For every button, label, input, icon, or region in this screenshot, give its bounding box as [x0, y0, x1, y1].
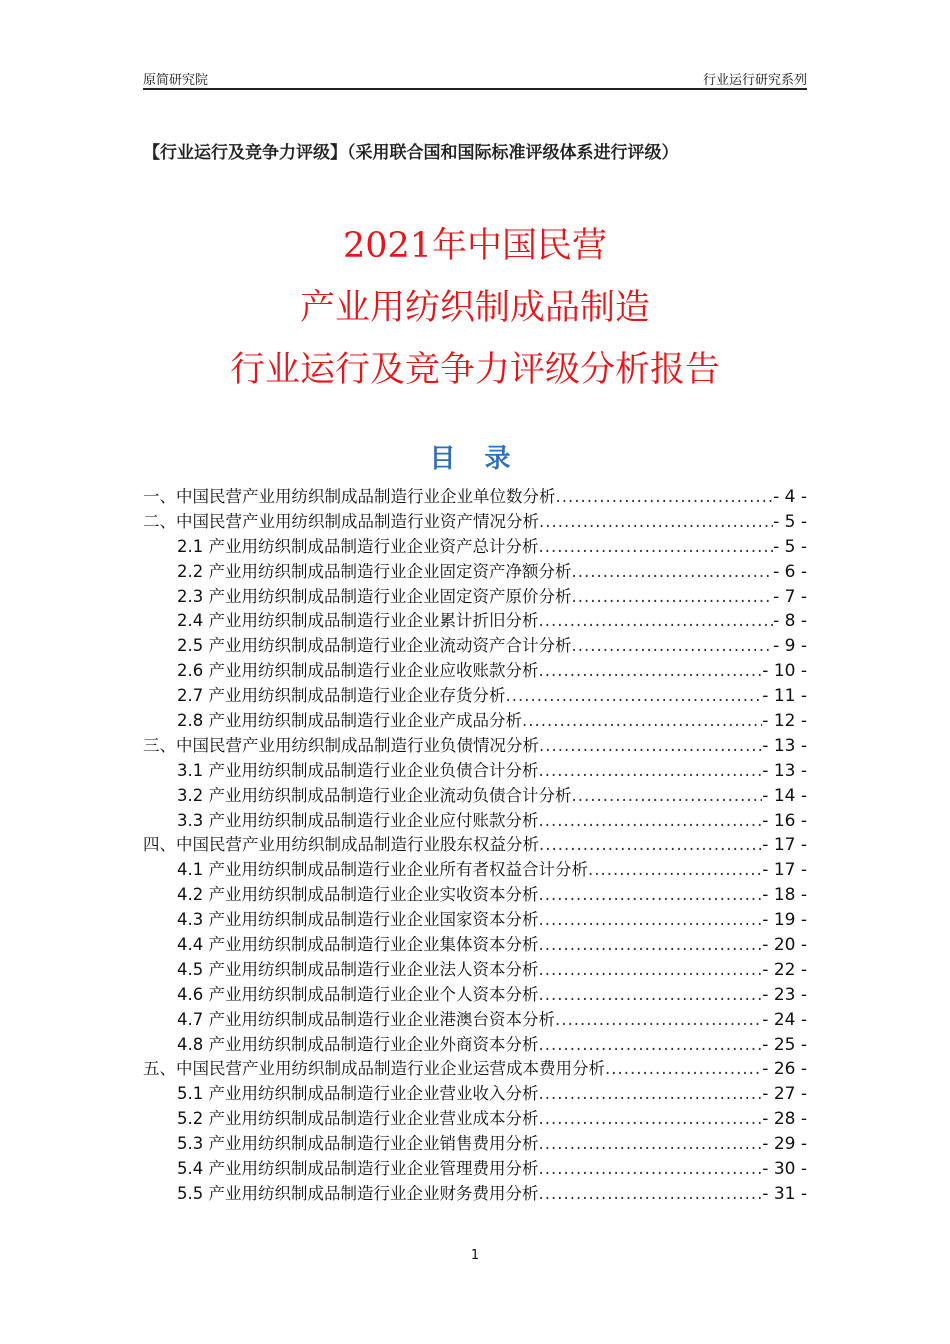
toc-entry[interactable]: [143, 757, 807, 782]
toc-leader-dots: [539, 811, 763, 830]
toc-entry-page: - 16 -: [762, 810, 807, 831]
toc-entry-page: - 5 -: [773, 511, 807, 532]
toc-leader-dots: [572, 636, 774, 655]
toc-entry[interactable]: [143, 931, 807, 956]
toc-leader-dots: [539, 661, 763, 680]
toc-entry-label: 2.3 产业用纺织制成品制造行业企业固定资产原价分析: [177, 586, 572, 606]
toc-leader-dots: [605, 1059, 762, 1078]
toc-leader-dots: [539, 537, 774, 556]
toc-entry-page: - 22 -: [762, 959, 807, 980]
toc-entry-label: 2.4 产业用纺织制成品制造行业企业累计折旧分析: [177, 611, 539, 631]
toc-entry-page: - 24 -: [762, 1009, 807, 1030]
toc-entry[interactable]: [143, 856, 807, 881]
toc-leader-dots: [539, 1109, 763, 1128]
toc-leader-dots: [572, 786, 763, 805]
toc-entry-label: 4.8 产业用纺织制成品制造行业企业外商资本分析: [177, 1034, 539, 1054]
toc-entry-page: - 4 -: [773, 487, 807, 507]
toc-entry[interactable]: [143, 881, 807, 906]
toc-entry[interactable]: [143, 632, 807, 657]
toc-entry-label: 一、中国民营产业用纺织制成品制造行业企业单位数分析: [143, 487, 556, 506]
toc-entry-page: - 25 -: [762, 1034, 807, 1055]
page-header: [143, 68, 807, 90]
toc-entry-page: - 31 -: [762, 1183, 807, 1204]
toc-entry[interactable]: [143, 981, 807, 1006]
toc-entry-label: 2.2 产业用纺织制成品制造行业企业固定资产净额分析: [177, 561, 572, 581]
toc-leader-dots: [506, 686, 763, 705]
toc-entry[interactable]: [143, 682, 807, 707]
toc-leader-dots: [539, 910, 763, 929]
title-line-1: 2021年中国民营: [342, 226, 608, 266]
toc-leader-dots: [572, 587, 774, 606]
toc-entry[interactable]: [143, 1031, 807, 1056]
toc-entry[interactable]: [143, 483, 807, 508]
toc-entry[interactable]: [143, 732, 807, 757]
toc-leader-dots: [539, 1134, 763, 1153]
toc-entry-label: 5.5 产业用纺织制成品制造行业企业财务费用分析: [177, 1183, 539, 1203]
toc-entry-label: 4.2 产业用纺织制成品制造行业企业实收资本分析: [177, 885, 539, 905]
toc-entry-page: - 8 -: [773, 611, 807, 632]
toc-entry[interactable]: [143, 1180, 807, 1205]
toc-entry-page: - 6 -: [773, 561, 807, 582]
toc-leader-dots: [539, 935, 763, 954]
toc-leader-dots: [539, 611, 774, 630]
toc-entry-label: 4.1 产业用纺织制成品制造行业企业所有者权益合计分析: [177, 860, 588, 880]
toc-entry-label: 3.3 产业用纺织制成品制造行业企业应付账款分析: [177, 810, 539, 830]
toc-entry-label: 2.8 产业用纺织制成品制造行业企业产成品分析: [177, 711, 522, 731]
toc-entry[interactable]: [143, 583, 807, 608]
toc-entry[interactable]: [143, 657, 807, 682]
toc-entry-label: 4.3 产业用纺织制成品制造行业企业国家资本分析: [177, 910, 539, 930]
toc-leader-dots: [539, 1035, 763, 1054]
toc-entry-page: - 19 -: [762, 910, 807, 931]
toc-entry-label: 2.5 产业用纺织制成品制造行业企业流动资产合计分析: [177, 636, 572, 656]
toc-entry-label: 二、中国民营产业用纺织制成品制造行业资产情况分析: [143, 511, 539, 531]
toc-entry-page: - 10 -: [762, 661, 807, 682]
toc-entry-page: - 17 -: [762, 835, 807, 856]
toc-entry-label: 4.7 产业用纺织制成品制造行业企业港澳台资本分析: [177, 1009, 555, 1029]
toc-entry-page: - 13 -: [762, 760, 807, 781]
toc-entry[interactable]: [143, 558, 807, 583]
toc-leader-dots: [539, 512, 773, 531]
toc-entry-page: - 29 -: [762, 1134, 807, 1155]
toc-entry-page: - 12 -: [762, 711, 807, 732]
toc-leader-dots: [522, 711, 762, 730]
toc-entry-page: - 9 -: [773, 636, 807, 657]
toc-entry[interactable]: [143, 1055, 807, 1080]
toc-entry-label: 5.3 产业用纺织制成品制造行业企业销售费用分析: [177, 1134, 539, 1154]
toc-entry-page: - 13 -: [762, 735, 807, 756]
toc-leader-dots: [539, 960, 763, 979]
toc-entry-label: 5.4 产业用纺织制成品制造行业企业管理费用分析: [177, 1159, 539, 1179]
toc-entry-label: 3.2 产业用纺织制成品制造行业企业流动负债合计分析: [177, 785, 572, 805]
toc-entry-label: 三、中国民营产业用纺织制成品制造行业负债情况分析: [143, 735, 539, 755]
toc-leader-dots: [539, 761, 763, 780]
toc-entry[interactable]: [143, 533, 807, 558]
toc-entry-label: 4.4 产业用纺织制成品制造行业企业集体资本分析: [177, 935, 539, 955]
toc-leader-dots: [539, 736, 762, 755]
toc-entry[interactable]: [143, 782, 807, 807]
toc-entry[interactable]: [143, 607, 807, 632]
toc-entry-label: 4.5 产业用纺织制成品制造行业企业法人资本分析: [177, 959, 539, 979]
rating-line: 【行业运行及竞争力评级】（采用联合国和国际标准评级体系进行评级）: [143, 143, 679, 163]
table-of-contents: [143, 483, 807, 1205]
toc-leader-dots: [588, 860, 762, 879]
toc-entry-label: 3.1 产业用纺织制成品制造行业企业负债合计分析: [177, 760, 539, 780]
toc-leader-dots: [572, 562, 774, 581]
toc-entry-page: - 26 -: [762, 1059, 807, 1080]
toc-entry-page: - 14 -: [762, 785, 807, 806]
toc-leader-dots: [539, 1084, 763, 1103]
toc-entry[interactable]: [143, 707, 807, 732]
toc-entry-page: - 27 -: [762, 1084, 807, 1105]
toc-entry[interactable]: [143, 1155, 807, 1180]
toc-leader-dots: [539, 1159, 763, 1178]
title-line-3: 行业运行及竞争力评级分析报告: [229, 350, 720, 390]
toc-leader-dots: [539, 985, 763, 1004]
toc-entry-label: 2.1 产业用纺织制成品制造行业企业资产总计分析: [177, 536, 539, 556]
toc-leader-dots: [539, 1184, 763, 1203]
toc-entry-page: - 30 -: [762, 1159, 807, 1180]
toc-entry-label: 五、中国民营产业用纺织制成品制造行业企业运营成本费用分析: [143, 1059, 605, 1079]
toc-entry-page: - 5 -: [773, 536, 807, 557]
toc-leader-dots: [539, 835, 762, 854]
toc-entry[interactable]: [143, 956, 807, 981]
toc-entry-page: - 11 -: [762, 686, 807, 707]
title-line-2: 产业用纺织制成品制造: [299, 288, 650, 328]
toc-entry-label: 2.7 产业用纺织制成品制造行业企业存货分析: [177, 686, 506, 706]
toc-entry-label: 四、中国民营产业用纺织制成品制造行业股东权益分析: [143, 835, 539, 855]
header-org: 原简研究院: [143, 73, 209, 88]
header-series: 行业运行研究系列: [702, 73, 807, 88]
toc-entry-page: - 28 -: [762, 1109, 807, 1130]
toc-entry-label: 5.1 产业用纺织制成品制造行业企业营业收入分析: [177, 1084, 539, 1104]
toc-entry[interactable]: [143, 1105, 807, 1130]
toc-entry-label: 2.6 产业用纺织制成品制造行业企业应收账款分析: [177, 661, 539, 681]
toc-entry[interactable]: [143, 1130, 807, 1155]
toc-entry[interactable]: [143, 906, 807, 931]
toc-leader-dots: [556, 487, 774, 506]
toc-heading: 目 录: [429, 444, 521, 474]
toc-entry[interactable]: [143, 1080, 807, 1105]
toc-leader-dots: [555, 1010, 762, 1029]
toc-leader-dots: [539, 885, 763, 904]
toc-entry-page: - 23 -: [762, 984, 807, 1005]
toc-entry[interactable]: [143, 831, 807, 856]
toc-entry[interactable]: [143, 508, 807, 533]
toc-entry[interactable]: [143, 807, 807, 832]
toc-entry-label: 4.6 产业用纺织制成品制造行业企业个人资本分析: [177, 984, 539, 1004]
toc-entry-page: - 7 -: [773, 586, 807, 607]
toc-entry-page: - 18 -: [762, 885, 807, 906]
page-number: 1: [470, 1248, 480, 1263]
toc-entry-page: - 17 -: [762, 860, 807, 881]
toc-entry-page: - 20 -: [762, 935, 807, 956]
toc-entry[interactable]: [143, 1006, 807, 1031]
toc-entry-label: 5.2 产业用纺织制成品制造行业企业营业成本分析: [177, 1109, 539, 1129]
